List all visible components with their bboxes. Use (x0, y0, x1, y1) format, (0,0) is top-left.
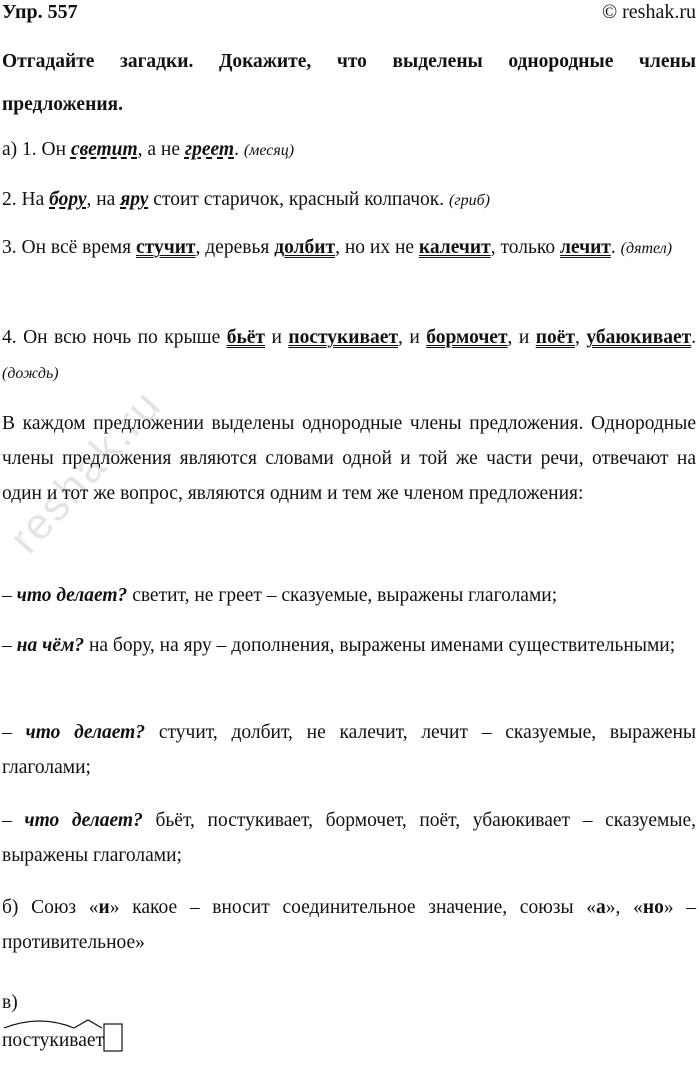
riddle-answer: (дождь) (2, 365, 59, 382)
conjunction: но (642, 897, 664, 918)
riddle-text: , на (86, 189, 116, 210)
item-text: стучит, долбит, не калечит, лечит – сказуемые, выражены глаголами; (2, 722, 697, 778)
explanation-text: В каждом предложении выделены однородные члены предложения. Однородные члены предложения являются словами одной и той же части речи, отвечают на один и тот же вопрос, являются одним и тем же членом предложения: (2, 413, 696, 504)
homogeneous-word: светит (70, 139, 138, 160)
dash: – (2, 585, 12, 606)
homogeneous-word: бормочет (426, 327, 508, 348)
homogeneous-word: бьёт (226, 327, 265, 348)
item-4 (2, 803, 696, 873)
riddle-answer: (месяц) (243, 142, 295, 159)
riddle-text: . (610, 237, 616, 258)
riddle-text: , но их не (335, 237, 415, 258)
part-v-label: в) (2, 992, 18, 1013)
part-b-text: » какое – вносит соединительное значение, союзы « (109, 897, 597, 918)
riddle-answer: (гриб) (449, 192, 490, 209)
riddle-text: . (691, 327, 697, 348)
riddle-text: 4. Он всю ночь по крыше (2, 327, 221, 348)
item-1 (2, 578, 696, 613)
riddle-2 (2, 182, 696, 218)
question: что делает? (25, 722, 146, 743)
question: на чём? (16, 635, 85, 656)
homogeneous-word: постукивает (288, 327, 399, 348)
conjunction: и (98, 897, 110, 918)
homogeneous-word: калечит (418, 237, 491, 258)
homogeneous-word: лечит (559, 237, 611, 258)
dash: – (2, 635, 12, 656)
item-text: светит, не греет – сказуемые, выражены глаголами; (132, 585, 558, 606)
riddle-text: . (234, 139, 239, 160)
morpheme-word: постукивает (2, 1030, 105, 1051)
riddle-text: , деревья (195, 237, 270, 258)
riddle-4 (2, 320, 696, 391)
part-b-text: » – противительное» (2, 897, 697, 953)
question: что делает? (24, 810, 143, 831)
riddle-3 (2, 230, 696, 266)
item-text: бьёт, постукивает, бормочет, поёт, убаюкивает – сказуемые, выражены глаголами; (2, 810, 697, 866)
homogeneous-word: бору (49, 189, 87, 210)
dash: – (2, 722, 12, 743)
morpheme-marks-icon (2, 1016, 126, 1056)
site-credit: © reshak.ru (601, 1, 696, 23)
riddle-text: , а не (137, 139, 181, 160)
riddle-text: , (575, 327, 580, 348)
question: что делает? (16, 585, 128, 606)
riddle-text: , и (507, 327, 530, 348)
homogeneous-word: стучит (135, 237, 196, 258)
homogeneous-word: греет (184, 139, 235, 160)
riddle-text: 1. Он (22, 139, 67, 160)
part-b-text: б) Союз « (2, 897, 99, 918)
task-text: Отгадайте загадки. Докажите, что выделены однородные члены предложения. (2, 51, 696, 115)
riddle-text: стоит старичок, красный колпачок. (153, 189, 445, 210)
riddle-answer: (дятел) (620, 240, 673, 257)
riddle-text: и (271, 327, 282, 348)
riddle-text: 2. На (2, 189, 45, 210)
riddle-1 (2, 132, 696, 168)
dash: – (2, 810, 12, 831)
part-b-text: », « (605, 897, 643, 918)
watermark: reshak.ru (0, 380, 172, 563)
part-b (2, 890, 696, 960)
morpheme-parse (2, 1030, 104, 1052)
conjunction: а (596, 897, 606, 918)
item-text: на бору, на яру – дополнения, выражены именами существительными; (88, 635, 676, 656)
exercise-number: Упр. 557 (2, 1, 78, 23)
homogeneous-word: долбит (274, 237, 336, 258)
homogeneous-word: убаюкивает (586, 327, 692, 348)
riddle-text: , и (398, 327, 420, 348)
item-3 (2, 715, 696, 785)
item-2 (2, 628, 696, 663)
riddle-text: 3. Он всё время (2, 237, 132, 258)
homogeneous-word: яру (120, 189, 149, 210)
homogeneous-word: поёт (535, 327, 575, 348)
part-a-label: а) (2, 139, 18, 160)
riddle-text: , только (490, 237, 556, 258)
